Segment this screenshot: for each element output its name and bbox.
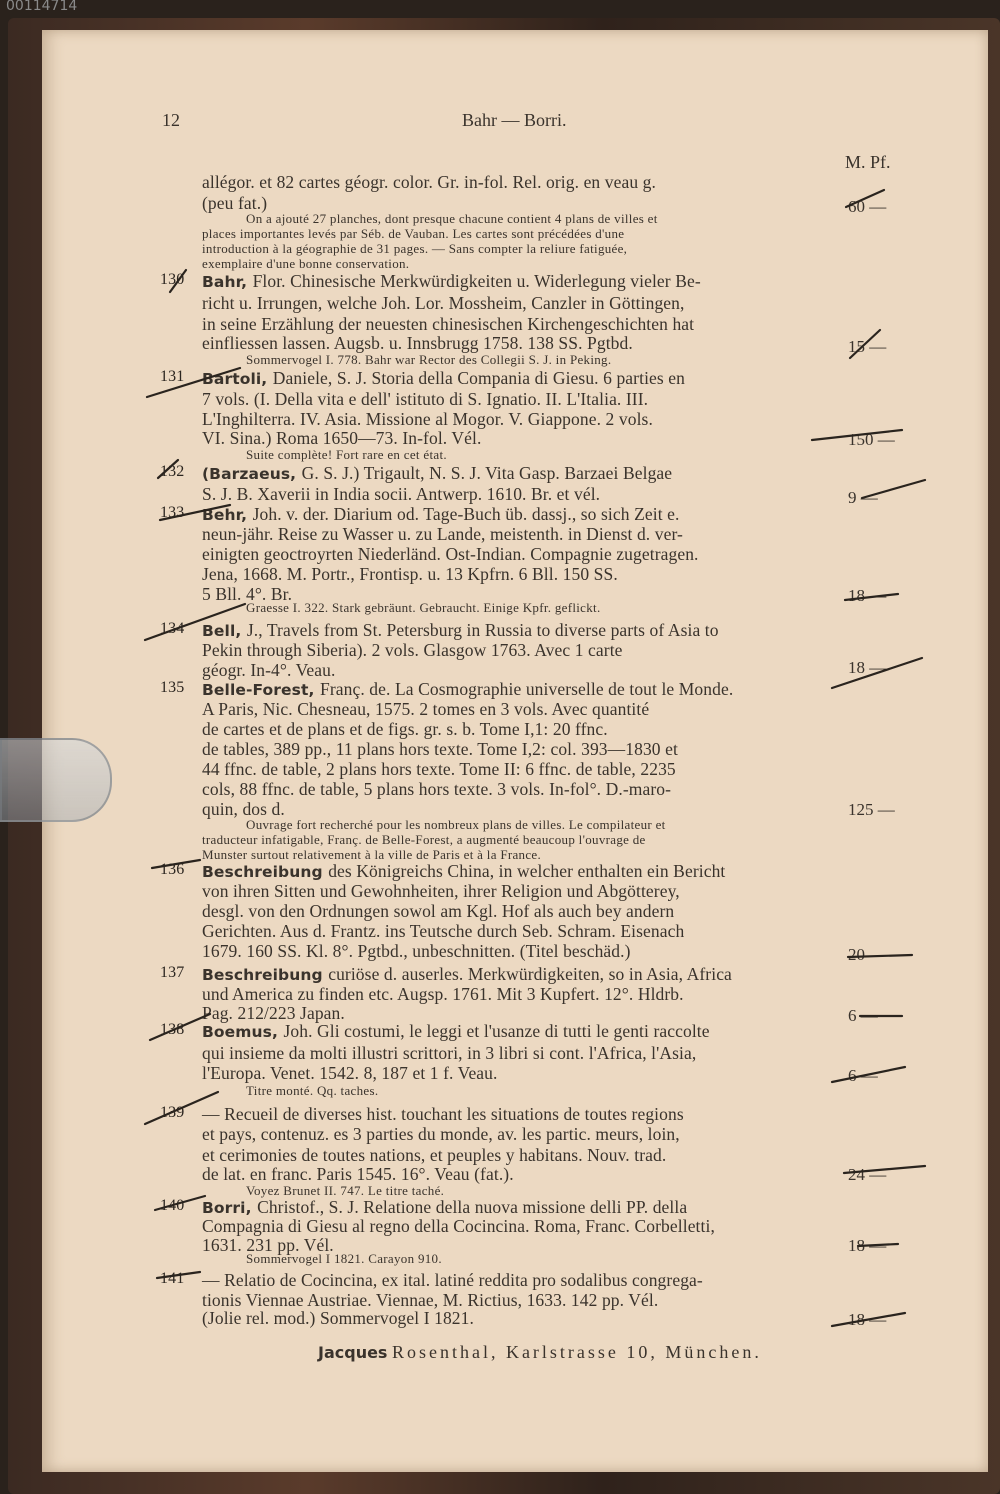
price-entry: 125 — [848, 800, 895, 819]
entry-author: Beschreibung [202, 966, 329, 984]
catalog-line [160, 1021, 710, 1042]
catalog-line [202, 660, 335, 681]
catalog-line [160, 1270, 703, 1291]
entry-text: et cerimonies de toutes nations, et peuples y habitans. Nouv. trad. [202, 1145, 667, 1165]
catalog-line [202, 1164, 514, 1185]
catalog-line [160, 679, 734, 700]
catalog-line [246, 211, 658, 227]
entry-text: 44 ffnc. de table, 2 plans hors texte. Tome II: 6 ffnc. de table, 2235 [202, 759, 676, 779]
entry-text: Flor. Chinesische Merkwürdigkeiten u. Widerlegung vieler Be- [252, 271, 701, 291]
entry-text: von ihren Sitten und Gewohnheiten, ihrer Religion und Abgötterey, [202, 881, 680, 901]
catalog-line [202, 333, 633, 354]
entry-text: Voyez Brunet II. 747. Le titre taché. [246, 1183, 445, 1198]
entry-author: Boemus, [202, 1023, 284, 1041]
catalog-line [160, 620, 719, 641]
entry-text: 7 vols. (I. Della vita e dell' istituto di S. Ignatio. II. L'Italia. III. [202, 389, 649, 409]
entry-text: curiöse d. auserles. Merkwürdigkeiten, so in Asia, Africa [328, 964, 732, 984]
catalog-line [160, 271, 701, 292]
entry-text: cols, 88 ffnc. de table, 5 plans hors texte. 3 vols. In-fol°. D.-maro- [202, 779, 672, 799]
entry-text: Jena, 1668. M. Portr., Frontisp. u. 13 Kpfrn. 6 Bll. 150 SS. [202, 564, 618, 584]
entry-text: Ouvrage fort recherché pour les nombreux plans de villes. Le compilateur et [246, 817, 666, 832]
entry-text: neun-jähr. Reise zu Wasser u. zu Lande, meistenth. in Dienst d. ver- [202, 524, 683, 544]
entry-text: Pag. 212/223 Japan. [202, 1003, 345, 1023]
entry-text: S. J. B. Xaverii in India socii. Antwerp. 1610. Br. et vél. [202, 484, 601, 504]
price-entry: 6 — [848, 1066, 878, 1085]
entry-text: richt u. Irrungen, welche Joh. Lor. Mossheim, Canzler in Göttingen, [202, 293, 685, 313]
catalog-line [202, 1063, 498, 1084]
catalog-line [246, 600, 601, 616]
lot-number: 130 [160, 271, 185, 288]
price-entry: 150 — [848, 430, 895, 449]
entry-text: introduction à la géographie de 31 pages. — Sans compter la reliure fatiguée, [202, 241, 628, 256]
catalog-line [202, 544, 699, 565]
price-entry: 20 — [848, 945, 887, 964]
entry-author: Bartoli, [202, 370, 273, 388]
page-clip [0, 738, 112, 822]
price-column-heading: M. Pf. [845, 152, 891, 172]
entry-text: A Paris, Nic. Chesneau, 1575. 2 tomes en 3 vols. Avec quantité [202, 699, 650, 719]
catalog-line [246, 447, 447, 463]
catalog-line [160, 861, 726, 882]
entry-text: VI. Sina.) Roma 1650—73. In-fol. Vél. [202, 428, 482, 448]
entry-text: einigten geoctroyrten Niederländ. Ost-Indian. Compagnie zugetragen. [202, 544, 699, 564]
catalog-line [160, 964, 732, 985]
catalog-line [202, 719, 608, 740]
catalog-line [246, 352, 611, 368]
price-entry: 18 — [848, 658, 887, 677]
entry-author: Borri, [202, 1199, 258, 1217]
catalog-line [202, 256, 409, 272]
price-entry: 9 — [848, 488, 878, 507]
catalog-line [202, 1043, 696, 1064]
entry-text: géogr. In-4°. Veau. [202, 660, 336, 680]
entry-text: und America zu finden etc. Augsp. 1761. Mit 3 Kupfert. 12°. Hldrb. [202, 984, 684, 1004]
entry-text: in seine Erzählung der neuesten chinesischen Kirchengeschichten hat [202, 314, 695, 334]
catalog-line [160, 463, 673, 484]
entry-text: 1631. 231 pp. Vél. [202, 1235, 334, 1255]
entry-author: Bahr, [202, 273, 253, 291]
catalog-line [202, 314, 694, 335]
price-entry: 24 — [848, 1165, 887, 1184]
scan-identifier: 00114714 [6, 0, 78, 14]
entry-text: Pekin through Siberia). 2 vols. Glasgow 1763. Avec 1 carte [202, 640, 623, 660]
entry-text: (peu fat.) [202, 193, 268, 213]
entry-text: de cartes et de plans et de figs. gr. s. b. Tome I,1: 20 ffnc. [202, 719, 608, 739]
lot-number: 134 [160, 620, 185, 637]
entry-author: Bell, [202, 622, 247, 640]
entry-text: Graesse I. 322. Stark gebräunt. Gebraucht. Einige Kpfr. geflickt. [246, 600, 601, 615]
entry-text: Sommervogel I. 778. Bahr war Rector des Collegii S. J. in Peking. [246, 352, 612, 367]
entry-text: et pays, contenuz. es 3 parties du monde, av. les partic. meurs, loin, [202, 1124, 680, 1144]
catalog-line [202, 901, 674, 922]
entry-author: (Barzaeus, [202, 465, 302, 483]
catalog-line [160, 504, 680, 525]
entry-text: J., Travels from St. Petersburg in Russia to diverse parts of Asia to [246, 620, 719, 640]
catalog-line [246, 1251, 442, 1267]
catalog-line [202, 739, 678, 760]
lot-number: 138 [160, 1021, 185, 1038]
entry-text: Titre monté. Qq. taches. [246, 1083, 379, 1098]
entry-text: Gerichten. Aus d. Frantz. ins Teutsche durch Seb. Schram. Eisenach [202, 921, 685, 941]
entry-text: l'Europa. Venet. 1542. 8, 187 et 1 f. Veau. [202, 1063, 498, 1083]
catalog-line [202, 984, 684, 1005]
entry-text: places importantes levés par Séb. de Vauban. Les cartes sont précédées d'une [202, 226, 625, 241]
entry-author: Behr, [202, 506, 253, 524]
entry-text: quin, dos d. [202, 799, 285, 819]
catalog-line [202, 921, 684, 942]
catalog-line [202, 759, 676, 780]
catalog-line [202, 941, 631, 962]
catalog-line [202, 241, 627, 257]
catalog-line [160, 368, 685, 389]
page-number: 12 [162, 110, 180, 130]
entry-text: Suite complète! Fort rare en cet état. [246, 447, 447, 462]
entry-text: tionis Viennae Austriae. Viennae, M. Rictius, 1633. 142 pp. Vél. [202, 1290, 659, 1310]
catalog-line [202, 484, 600, 505]
catalog-line [202, 1308, 474, 1329]
catalog-line [202, 409, 653, 430]
running-title: Bahr — Borri. [462, 110, 567, 130]
entry-author: Belle-Forest, [202, 681, 320, 699]
entry-text: qui insieme da molti illustri scrittori, in 3 libri si cont. l'Africa, l'Asia, [202, 1043, 697, 1063]
price-entry: 18 — [848, 586, 887, 605]
entry-text: 1679. 160 SS. Kl. 8°. Pgtbd., unbeschnitten. (Titel beschäd.) [202, 941, 631, 961]
price-entry: 18 — [848, 1236, 887, 1255]
lot-number: 133 [160, 504, 185, 521]
entry-text: des Königreichs China, in welcher enthalten ein Bericht [328, 861, 726, 881]
price-entry: 18 — [848, 1310, 887, 1329]
catalog-line [202, 1216, 715, 1237]
catalog-line [202, 1145, 666, 1166]
entry-text: Christof., S. J. Relatione della nuova missione delli PP. della [257, 1197, 688, 1217]
catalog-line [246, 817, 666, 833]
entry-text: Compagnia di Giesu al regno della Cocincina. Roma, Franc. Corbelletti, [202, 1216, 715, 1236]
price-entry: 60 — [848, 197, 887, 216]
lot-number: 132 [160, 463, 185, 480]
catalog-line [202, 293, 685, 314]
entry-text: de lat. en franc. Paris 1545. 16°. Veau (fat.). [202, 1164, 514, 1184]
entry-text: Daniele, S. J. Storia della Compania di Giesu. 6 parties en [272, 368, 685, 388]
catalog-line [202, 172, 656, 193]
entry-text: einfliessen lassen. Augsb. u. Innsbrugg 1758. 138 SS. Pgtbd. [202, 333, 633, 353]
catalog-line [202, 389, 648, 410]
footer-publisher [318, 1342, 762, 1363]
catalog-line [202, 524, 683, 545]
catalog-line [202, 226, 624, 242]
catalog-line [202, 881, 680, 902]
entry-text: Joh. v. der. Diarium od. Tage-Buch üb. dassj., so sich Zeit e. [252, 504, 680, 524]
catalog-line [246, 1083, 378, 1099]
catalog-line [202, 699, 649, 720]
entry-text: exemplaire d'une bonne conservation. [202, 256, 410, 271]
entry-text: G. S. J.) Trigault, N. S. J. Vita Gasp. Barzaei Belgae [301, 463, 673, 483]
entry-text: — Recueil de diverses hist. touchant les situations de toutes regions [202, 1104, 684, 1124]
entry-text: allégor. et 82 cartes géogr. color. Gr. in-fol. Rel. orig. en veau g. [202, 172, 656, 192]
entry-text: L'Inghilterra. IV. Asia. Missione al Mogor. V. Giappone. 2 vols. [202, 409, 653, 429]
entry-text: Sommervogel I 1821. Carayon 910. [246, 1251, 442, 1266]
catalog-line [202, 428, 481, 449]
entry-text: 5 Bll. 4°. Br. [202, 584, 293, 604]
price-entry: 15 — [848, 337, 887, 356]
catalog-line [202, 832, 646, 848]
entry-author: Beschreibung [202, 863, 329, 881]
price-entry: 6 — [848, 1006, 878, 1025]
lot-number: 135 [160, 679, 185, 696]
catalog-line [202, 779, 671, 800]
catalog-line [160, 1197, 688, 1218]
entry-text: On a ajouté 27 planches, dont presque chacune contient 4 plans de villes et [246, 211, 658, 226]
lot-number: 136 [160, 861, 185, 878]
lot-number: 141 [160, 1270, 185, 1287]
entry-text: desgl. von den Ordnungen sowol am Kgl. Hof als auch bey andern [202, 901, 675, 921]
entry-text: — Relatio de Cocincina, ex ital. latiné reddita pro sodalibus congrega- [202, 1270, 703, 1290]
entry-text: (Jolie rel. mod.) Sommervogel I 1821. [202, 1308, 474, 1328]
entry-text: de tables, 389 pp., 11 plans hors texte. Tome I,2: col. 393—1830 et [202, 739, 678, 759]
catalog-line [160, 1104, 684, 1125]
footer-publisher-rest: Rosenthal, Karlstrasse 10, München. [391, 1342, 762, 1362]
catalog-line [202, 640, 623, 661]
footer-publisher-first: Jacques [318, 1343, 388, 1362]
entry-text: Joh. Gli costumi, le leggi et l'usanze di tutti le genti raccolte [283, 1021, 710, 1041]
lot-number: 137 [160, 964, 185, 981]
entry-text: Munster surtout relativement à la ville de Paris et à la France. [202, 847, 542, 862]
lot-number: 139 [160, 1104, 185, 1121]
catalog-line [202, 564, 618, 585]
catalog-line [202, 1124, 680, 1145]
entry-text: Franç. de. La Cosmographie universelle de tout le Monde. [319, 679, 734, 699]
lot-number: 131 [160, 368, 185, 385]
entry-text: traducteur infatigable, Franç. de Belle-Forest, a augmenté beaucoup l'ouvrage de [202, 832, 646, 847]
lot-number: 140 [160, 1197, 185, 1214]
